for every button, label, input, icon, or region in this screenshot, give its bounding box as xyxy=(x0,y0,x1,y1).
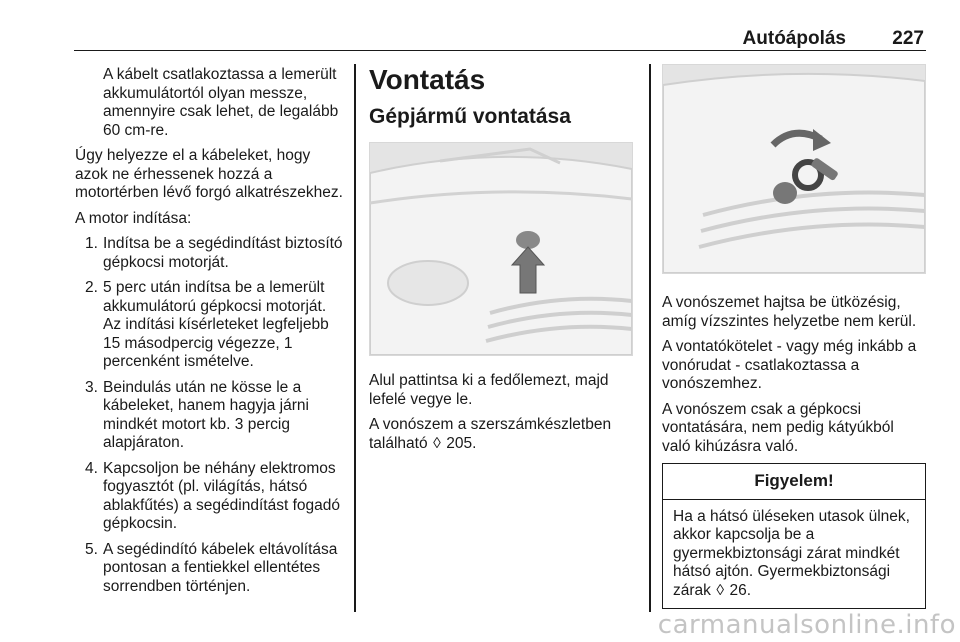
page-reference-number[interactable]: 205. xyxy=(446,434,477,452)
screw-in-paragraph: A vonószemet hajtsa be ütközésig, amíg vízszintes helyzetbe nem kerül. xyxy=(662,294,917,330)
list-item xyxy=(75,235,343,272)
step-number: 1. xyxy=(85,235,98,252)
tow-eye-location-paragraph xyxy=(369,416,635,453)
warning-title: Figyelem! xyxy=(663,464,925,500)
step-text: Indítsa be a segédindítást biztosító gépkocsi motorját. xyxy=(103,235,343,271)
step-number: 4. xyxy=(85,459,98,477)
step-text: A segédindító kábelek eltávolítása pontosan a fentiekkel ellentétes sorrendben történjen. xyxy=(103,540,338,595)
step-number: 3. xyxy=(85,378,98,396)
list-item xyxy=(75,279,343,372)
usage-paragraph: A vonószem csak a gépkocsi vontatására, nem pedig kátyúkból való kihúzásra való. xyxy=(662,400,894,455)
remove-cover-paragraph: Alul pattintsa ki a fedőlemezt, majd lefelé vegye le. xyxy=(369,372,609,408)
site-watermark: carmanualsonline.info xyxy=(657,610,956,640)
tow-eye-location-text: A vonószem a szerszámkészletben található xyxy=(369,416,612,452)
tow-eye-illustration xyxy=(662,64,926,274)
section-heading: Vontatás xyxy=(369,64,486,95)
column-divider-right xyxy=(649,64,651,612)
section-title: Autóápolás xyxy=(742,28,846,49)
middle-column xyxy=(369,64,635,460)
intro-paragraph: A kábelt csatlakoztassa a lemerült akkumulátortól olyan messze, amennyire csak lehet, de legalább 60 cm-re. xyxy=(103,66,339,139)
step-text: 5 perc után indítsa be a lemerült akkumulátorú gépkocsi motorját. Az indítási kísérleteket legfeljebb 15 másodpercig végezze, 1 percenként ismételve. xyxy=(103,279,329,370)
page-reference-icon: ◊ xyxy=(716,581,725,599)
start-steps-list xyxy=(75,235,343,596)
left-column xyxy=(75,66,343,603)
warning-body xyxy=(663,500,925,609)
step-number: 5. xyxy=(85,540,98,558)
list-item xyxy=(75,541,343,597)
start-label: A motor indítása: xyxy=(75,209,192,227)
step-text: Kapcsoljon be néhány elektromos fogyasztót (pl. világítás, hátsó ablakfűtés) a segédindítást fogadó gépkocsin. xyxy=(103,459,340,532)
right-column xyxy=(662,64,926,609)
page-header xyxy=(74,28,926,51)
list-item xyxy=(75,460,343,534)
warning-box xyxy=(662,463,926,609)
tow-eye-drawing xyxy=(663,65,925,273)
bumper-cover-drawing xyxy=(370,143,632,355)
cables-paragraph: Úgy helyezze el a kábeleket, hogy azok ne érhessenek hozzá a motortérben lévő forgó alkatrészekhez. xyxy=(75,147,343,201)
page-reference-icon: ◊ xyxy=(433,434,441,452)
step-number: 2. xyxy=(85,279,98,296)
page-number: 227 xyxy=(892,28,924,49)
warning-text: Ha a hátsó üléseken utasok ülnek, akkor kapcsolja be a gyermekbiztonsági zárat mindkét hátsó ajtón. Gyermekbiztonsági zárak xyxy=(673,507,910,599)
page-reference-number[interactable]: 26. xyxy=(729,581,752,599)
bumper-cover-illustration xyxy=(369,142,633,356)
step-text: Beindulás után ne kösse le a kábeleket, hanem hagyja járni mindkét motort kb. 3 percig alapjáraton. xyxy=(103,378,309,451)
column-divider-left xyxy=(354,64,356,612)
rope-paragraph: A vontatókötelet - vagy még inkább a vonórudat - csatlakoztassa a vonószemhez. xyxy=(662,338,917,392)
list-item xyxy=(75,379,343,453)
section-subheading: Gépjármű vontatása xyxy=(369,105,571,128)
